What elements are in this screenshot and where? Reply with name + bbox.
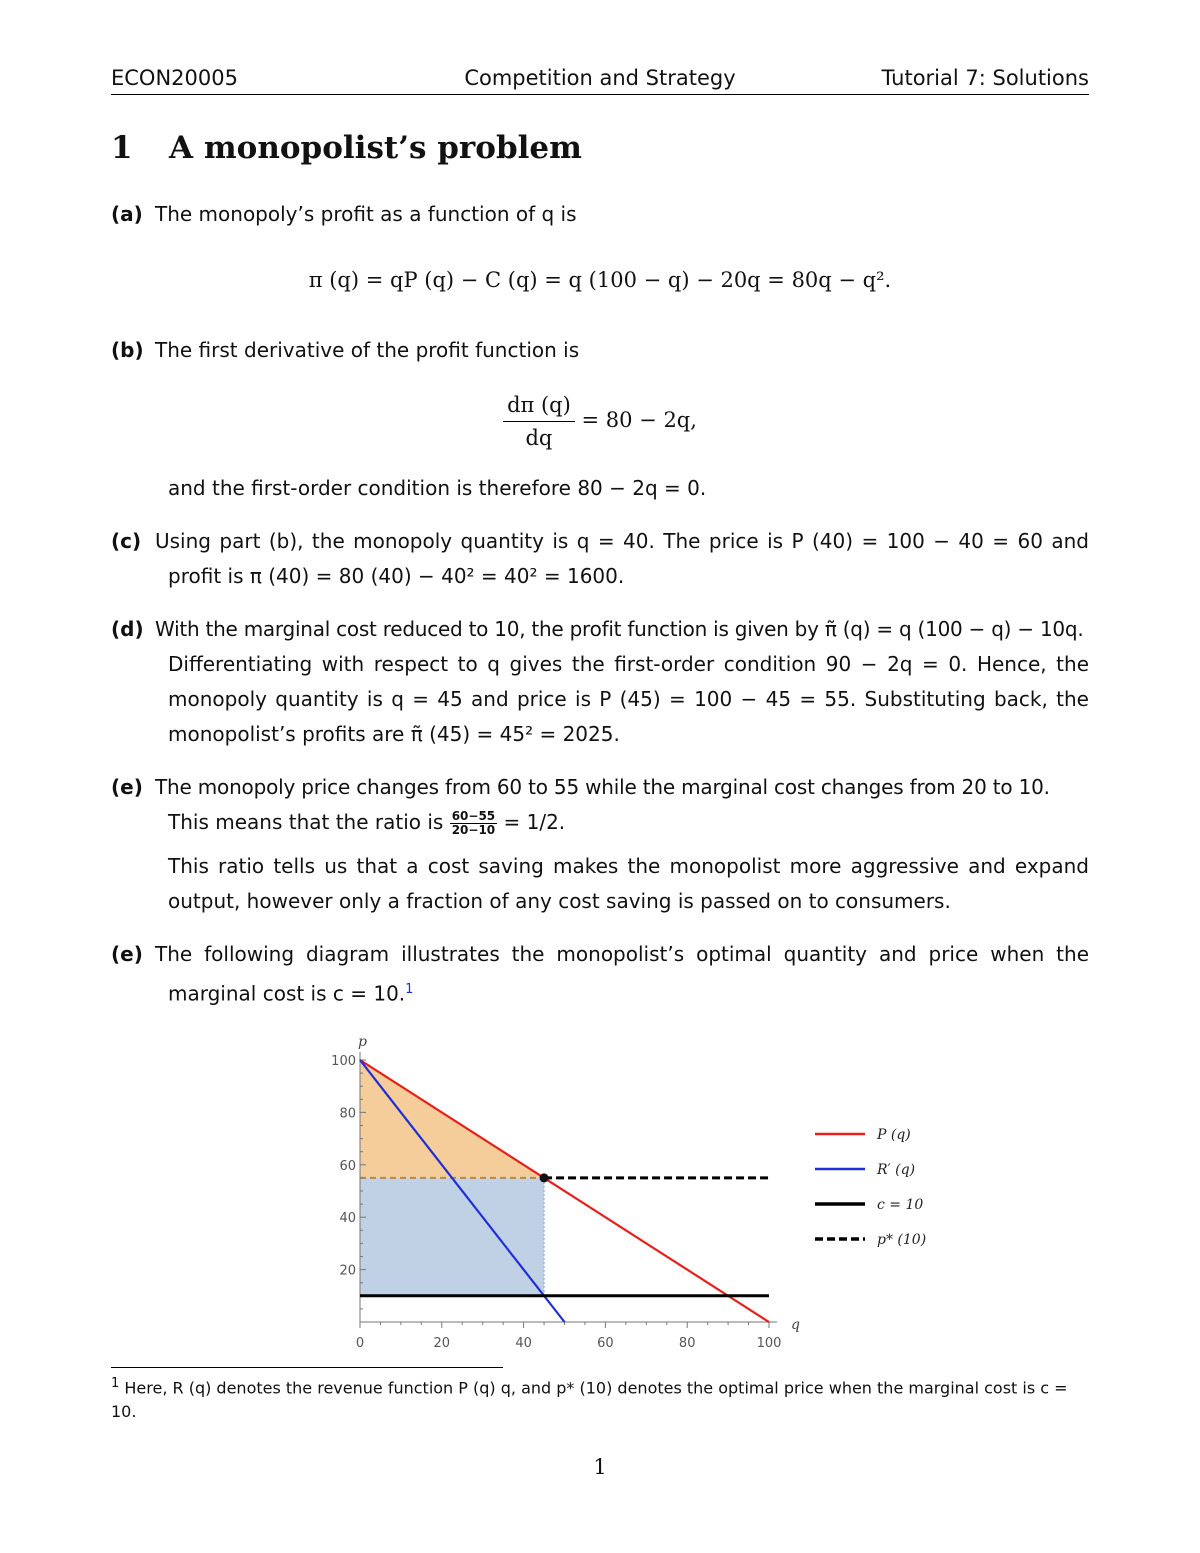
legend-label-2: R′ (q)	[877, 1162, 916, 1178]
part-d-line4: monopolist’s profits are π̃ (45) = 45² = 2025.	[168, 722, 620, 746]
x-tick-label: 100	[756, 1336, 782, 1351]
page-header	[111, 64, 1089, 95]
part-c-line1	[111, 524, 1089, 559]
part-e2-line1	[111, 937, 1089, 972]
part-a-text: The monopoly’s profit as a function of q is	[155, 202, 577, 226]
section-heading: A monopolist’s problem	[169, 130, 582, 166]
legend-label-3: c = 10	[877, 1197, 924, 1213]
header-tutorial: Tutorial 7: Solutions	[881, 66, 1089, 90]
page-number: 1	[593, 1455, 607, 1479]
y-tick-label: 40	[339, 1211, 356, 1227]
part-d-text1: With the marginal cost reduced to 10, the profit function is given by π̃ (q) = q (100 − q) − 10q.	[155, 617, 1084, 641]
part-b-foc: and the first-order condition is therefore 80 − 2q = 0.	[168, 476, 707, 500]
x-tick-label: 20	[433, 1336, 451, 1351]
legend-label-4: p* (10)	[877, 1232, 927, 1248]
x-tick-label: 0	[355, 1336, 365, 1351]
ratio-result: = 1/2.	[503, 810, 566, 834]
y-tick-label: 20	[339, 1263, 356, 1279]
equation-profit: π (q) = qP (q) − C (q) = q (100 − q) − 20q = 80q − q².	[308, 268, 892, 292]
derivative-fraction	[503, 393, 575, 450]
ratio-numerator: 60−55	[451, 809, 496, 823]
part-e1-text1: The monopoly price changes from 60 to 55 while the marginal cost changes from 20 to 10.	[155, 775, 1050, 799]
part-e1-line1	[111, 770, 1089, 805]
y-axis-label: p	[358, 1034, 367, 1050]
part-e2-text1: The following diagram illustrates the monopolist’s optimal quantity and price when the	[155, 942, 1089, 966]
header-course: ECON20005	[111, 66, 238, 90]
optimum-point	[540, 1173, 549, 1182]
part-a-label: (a)	[111, 202, 143, 226]
footnote-rule	[111, 1367, 503, 1368]
part-b-text: The first derivative of the profit function is	[155, 338, 580, 362]
section-title	[111, 130, 582, 166]
part-c-label: (c)	[111, 529, 142, 553]
part-e1-ratio-text: This means that the ratio is	[168, 810, 444, 834]
equation-derivative	[111, 393, 1089, 450]
part-e1-line3: This ratio tells us that a cost saving makes the monopolist more aggressive and expand	[168, 854, 1089, 878]
x-tick-label: 40	[515, 1336, 532, 1351]
derivative-numerator: dπ (q)	[503, 393, 575, 422]
part-c-text1: Using part (b), the monopoly quantity is q = 40. The price is P (40) = 100 − 40 = 60 and	[155, 529, 1089, 553]
part-d-label: (d)	[111, 617, 144, 641]
part-d-line3: monopoly quantity is q = 45 and price is P (45) = 100 − 45 = 55. Substituting back, the	[168, 687, 1089, 711]
part-b-label: (b)	[111, 338, 144, 362]
x-tick-label: 60	[597, 1336, 614, 1351]
legend-label-1: P (q)	[877, 1127, 911, 1143]
part-b	[111, 333, 1089, 368]
monopoly-chart	[320, 1025, 940, 1355]
ratio-fraction	[450, 810, 497, 837]
part-c-line2: profit is π (40) = 80 (40) − 40² = 40² = 1600.	[168, 564, 625, 588]
derivative-rhs: = 80 − 2q,	[581, 408, 697, 432]
derivative-denominator: dq	[525, 426, 553, 450]
footnote-text: Here, R (q) denotes the revenue function P (q) q, and p* (10) denotes the optimal price when the marginal cost is c = 10.	[111, 1378, 1068, 1422]
y-tick-label: 100	[331, 1054, 356, 1069]
part-e2-label: (e)	[111, 942, 143, 966]
footnote-ref[interactable]: 1	[405, 982, 414, 997]
section-number: 1	[111, 130, 133, 166]
part-d-line2: Differentiating with respect to q gives the first-order condition 90 − 2q = 0. Hence, the	[168, 652, 1089, 676]
footnote-mark: 1	[111, 1376, 120, 1391]
header-subject: Competition and Strategy	[464, 66, 736, 90]
y-tick-label: 60	[339, 1158, 356, 1174]
x-tick-label: 80	[678, 1336, 696, 1351]
part-e1-line2	[168, 805, 1089, 840]
part-d-line1	[111, 612, 1089, 647]
x-axis-label: q	[791, 1317, 800, 1333]
ratio-denominator: 20−10	[451, 823, 496, 837]
part-e1-label: (e)	[111, 775, 143, 799]
profit-region	[360, 1178, 544, 1296]
part-a	[111, 197, 1089, 232]
part-e2-line2	[168, 972, 1089, 1012]
part-e1-line4: output, however only a fraction of any cost saving is passed on to consumers.	[168, 889, 951, 913]
part-e2-text2: marginal cost is c = 10.	[168, 981, 406, 1006]
y-tick-label: 80	[339, 1106, 356, 1122]
footnote	[111, 1372, 1089, 1424]
